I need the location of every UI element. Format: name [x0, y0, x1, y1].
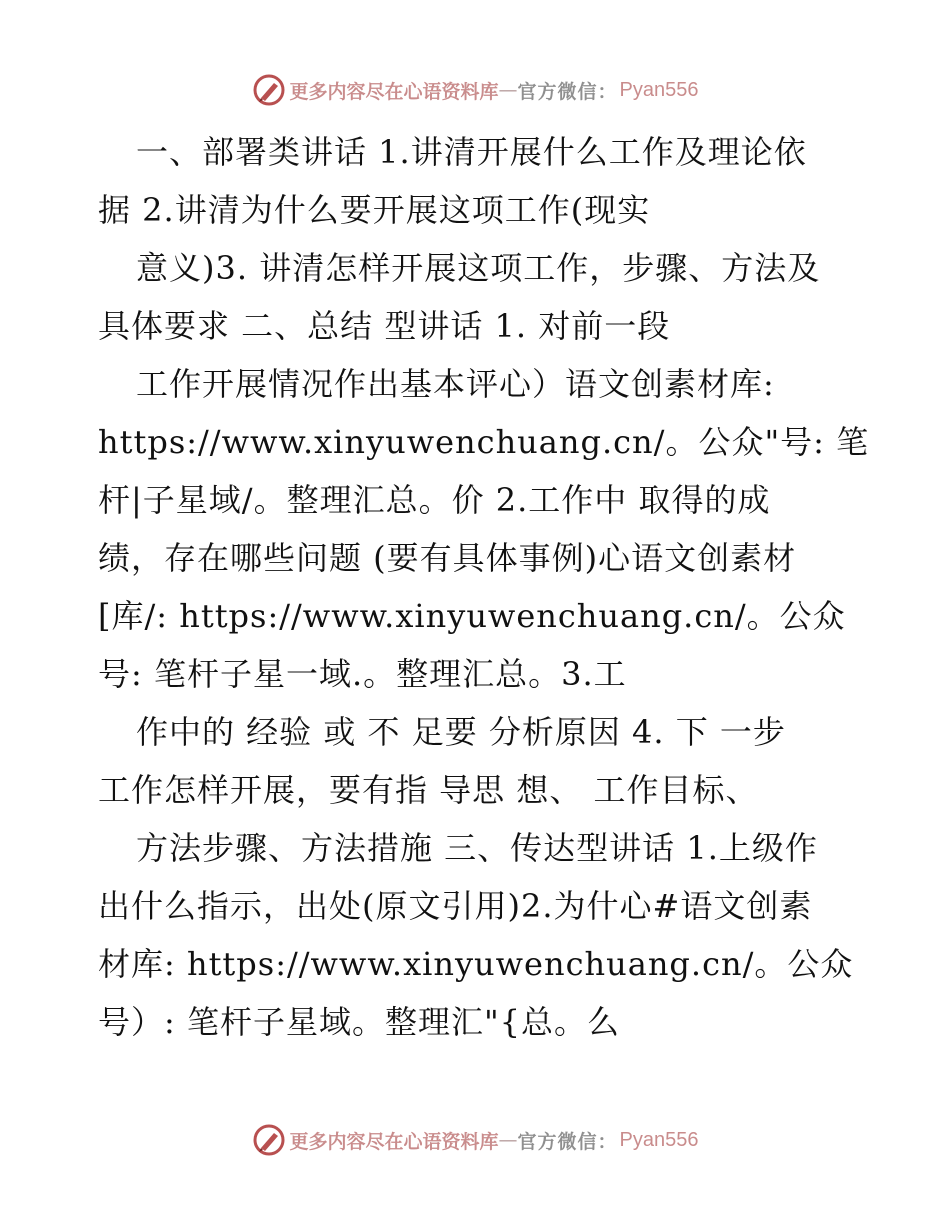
- body-line: 出什么指示，出处(原文引用)2.为什心#语文创素: [98, 887, 813, 925]
- body-line: 号: 笔杆子星一域.。整理汇总。3.工: [98, 655, 627, 693]
- header-watermark: [0, 68, 950, 112]
- header-wechat-id: Pyan556: [619, 78, 699, 101]
- body-line: 作中的 经验 或 不 足要 分析原因 4. 下 一步: [136, 713, 786, 751]
- header-separator: —: [498, 79, 518, 101]
- pen-logo-icon: [252, 1123, 286, 1157]
- footer-wechat-id: Pyan556: [619, 1128, 699, 1151]
- body-line: 意义)3. 讲清怎样开展这项工作，步骤、方法及: [136, 249, 821, 287]
- body-line: 材库: https://www.xinyuwenchuang.cn/。公众: [98, 945, 854, 983]
- body-line: 工作开展情况作出基本评心）语文创素材库:: [136, 365, 775, 403]
- body-line: 绩，存在哪些问题 (要有具体事例)心语文创素材: [98, 539, 797, 577]
- header-brand-text: 更多内容尽在心语资料库: [289, 80, 499, 103]
- body-line: 具体要求 二、总结 型讲话 1. 对前一段: [98, 307, 671, 345]
- body-line: 工作怎样开展，要有指 导思 想、 工作目标、: [98, 771, 759, 809]
- body-line: 杆|子星域/。整理汇总。价 2.工作中 取得的成: [98, 481, 771, 519]
- header-wechat-label: 官方微信：: [517, 80, 618, 103]
- body-line: 号）: 笔杆子星域。整理汇"{总。么: [98, 1003, 621, 1041]
- body-line: [库/: https://www.xinyuwenchuang.cn/。公众: [98, 597, 846, 635]
- body-line: https://www.xinyuwenchuang.cn/。公众"号: 笔: [98, 423, 870, 461]
- footer-brand-text: 更多内容尽在心语资料库: [289, 1130, 499, 1153]
- document-body: [98, 123, 870, 1051]
- pen-logo-icon: [252, 73, 286, 107]
- body-line: 方法步骤、方法措施 三、传达型讲话 1.上级作: [136, 829, 818, 867]
- footer-wechat-label: 官方微信：: [517, 1130, 618, 1153]
- body-line: 据 2.讲清为什么要开展这项工作(现实: [98, 191, 651, 229]
- footer-watermark: [0, 1118, 950, 1162]
- body-line: 一、部署类讲话 1.讲清开展什么工作及理论依: [136, 133, 807, 171]
- footer-separator: —: [498, 1129, 518, 1151]
